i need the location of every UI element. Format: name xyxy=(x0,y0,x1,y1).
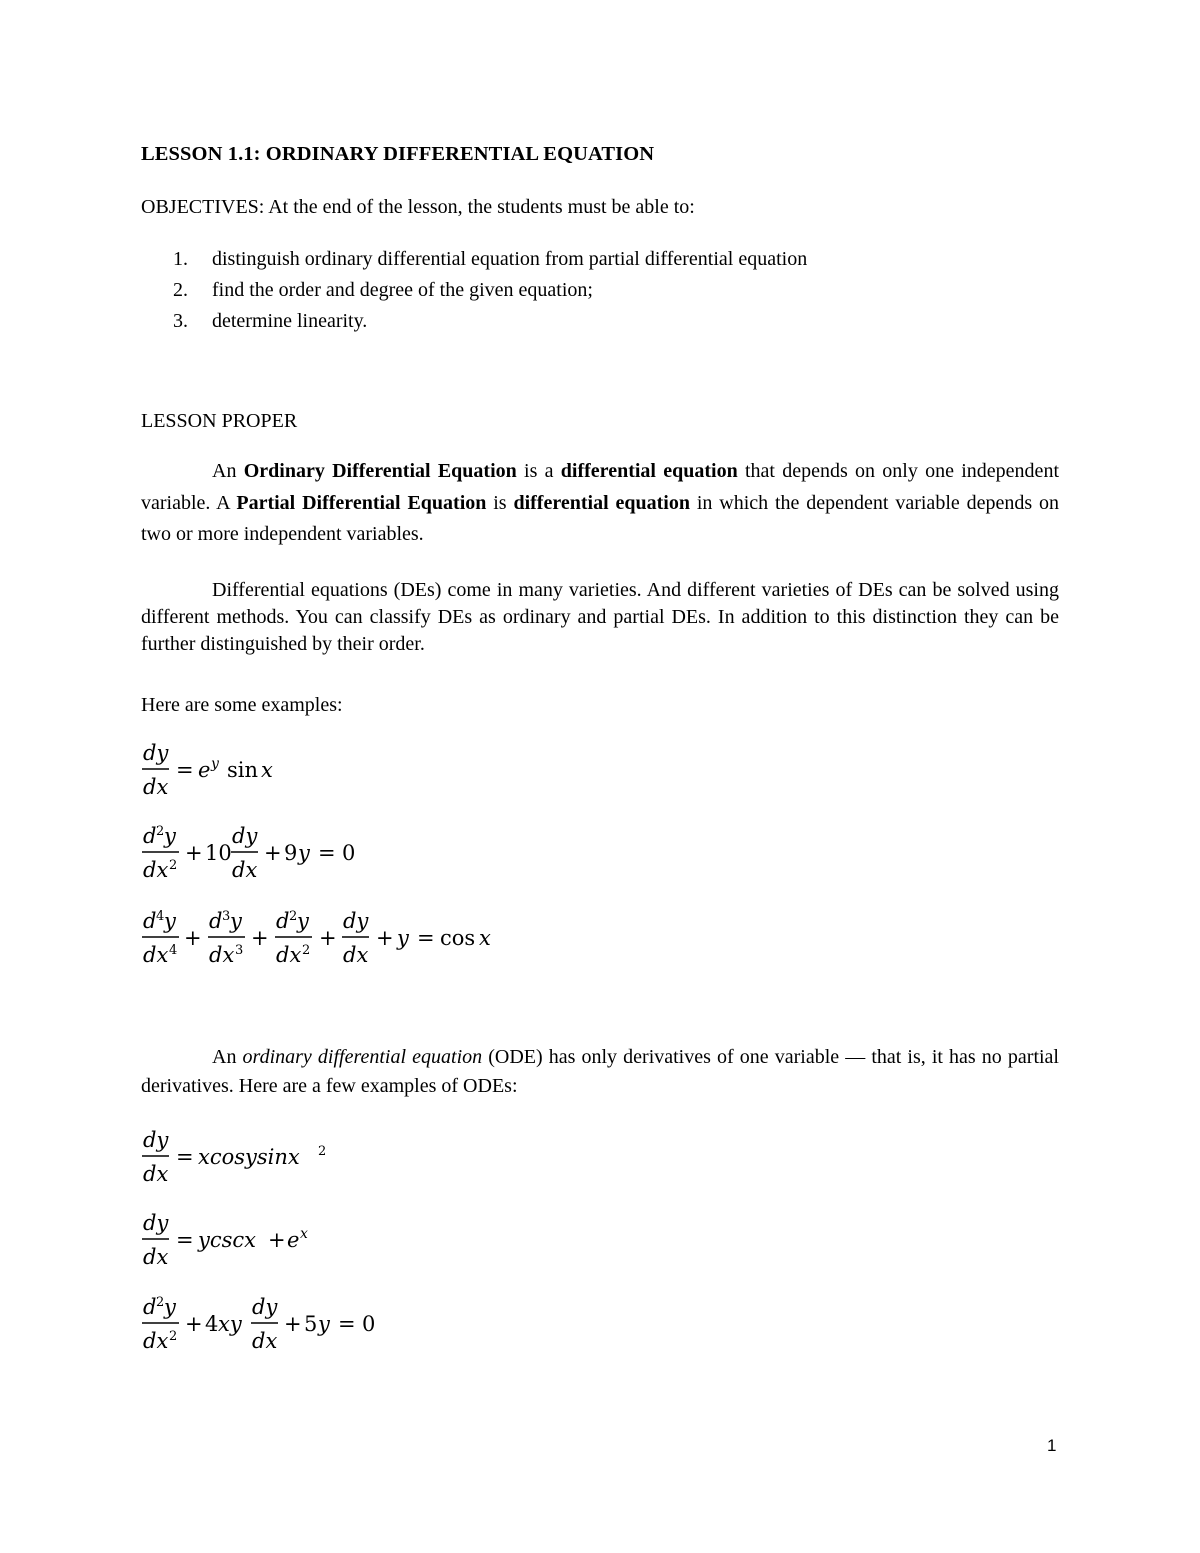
svg-text:xcosysinx: xcosysinx xyxy=(198,1145,300,1169)
svg-text:dy: dy xyxy=(252,1295,278,1319)
svg-text:4: 4 xyxy=(205,1312,219,1336)
svg-text:y: y xyxy=(164,824,176,848)
bold-term: differential equation xyxy=(560,460,738,482)
svg-text:10: 10 xyxy=(205,841,232,865)
list-text: determine linearity. xyxy=(212,310,368,332)
objectives-intro: OBJECTIVES: At the end of the lesson, the students must be able to: xyxy=(141,196,695,218)
svg-text:=: = xyxy=(176,1228,194,1252)
svg-text:5: 5 xyxy=(304,1312,318,1336)
svg-text:ycscx: ycscx xyxy=(198,1228,257,1252)
svg-text:dy: dy xyxy=(143,1211,169,1235)
svg-text:y: y xyxy=(397,926,409,950)
svg-text:d: d xyxy=(209,909,223,933)
equation-5 xyxy=(141,1208,381,1272)
svg-text:+: + xyxy=(185,1312,203,1336)
svg-text:=: = xyxy=(338,1312,356,1336)
svg-text:=: = xyxy=(176,1145,194,1169)
svg-text:+: + xyxy=(185,841,203,865)
svg-text:dx: dx xyxy=(209,943,235,967)
svg-text:dy: dy xyxy=(143,1128,169,1152)
svg-text:4: 4 xyxy=(156,909,165,924)
svg-text:2: 2 xyxy=(156,1295,165,1310)
svg-text:4: 4 xyxy=(169,943,178,958)
svg-text:2: 2 xyxy=(169,1329,178,1344)
svg-text:2: 2 xyxy=(318,1144,327,1159)
svg-text:e: e xyxy=(198,758,211,782)
svg-text:y: y xyxy=(318,1312,330,1336)
list-number: 3. xyxy=(173,310,188,332)
lesson-title: LESSON 1.1: ORDINARY DIFFERENTIAL EQUATION xyxy=(141,143,655,165)
svg-text:+: + xyxy=(251,926,269,950)
svg-text:dy: dy xyxy=(143,741,169,765)
svg-text:d: d xyxy=(143,909,157,933)
list-text: find the order and degree of the given equation; xyxy=(212,279,593,301)
svg-text:dx: dx xyxy=(343,943,369,967)
equation-4 xyxy=(141,1125,381,1189)
bold-term: differential equation xyxy=(513,491,690,514)
text-run: An xyxy=(212,460,244,482)
svg-text:dx: dx xyxy=(252,1329,278,1353)
svg-text:2: 2 xyxy=(169,858,178,873)
svg-text:dx: dx xyxy=(143,1162,169,1186)
svg-text:+: + xyxy=(284,1312,302,1336)
svg-text:2: 2 xyxy=(156,824,165,839)
text-run: is xyxy=(486,491,514,514)
svg-text:e: e xyxy=(287,1228,300,1252)
svg-text:9: 9 xyxy=(284,841,298,865)
svg-text:0: 0 xyxy=(342,841,356,865)
list-item xyxy=(141,278,807,309)
svg-text:dx: dx xyxy=(143,943,169,967)
svg-text:=: = xyxy=(176,758,194,782)
svg-text:dx: dx xyxy=(143,1329,169,1353)
bold-term: Ordinary Differential Equation xyxy=(243,460,517,482)
bold-term: Partial Differential Equation xyxy=(236,491,487,514)
svg-text:x: x xyxy=(300,1226,308,1242)
svg-text:=: = xyxy=(417,926,435,950)
text-run: (ODE) has only derivatives of one variable — that is, it has no partial derivatives. Here are a few examples of ODEs: xyxy=(141,1046,1059,1097)
svg-text:y: y xyxy=(164,1295,176,1319)
page-number: 1 xyxy=(1047,1436,1057,1455)
text-run: is a xyxy=(516,460,561,482)
svg-text:x: x xyxy=(479,926,491,950)
list-item xyxy=(141,309,807,340)
svg-text:dy: dy xyxy=(232,824,258,848)
svg-text:d: d xyxy=(276,909,290,933)
svg-text:sin: sin xyxy=(227,758,259,782)
svg-text:d: d xyxy=(143,824,157,848)
varieties-paragraph: Differential equations (DEs) come in many varieties. And different varieties of DEs can be solved using different methods. You can classify DEs as ordinary and partial DEs. In addition to this distinction they can be further distinguished by their order. xyxy=(141,579,1059,655)
text-run: that depends on only one independent variable. A xyxy=(141,460,1059,514)
italic-term: ordinary differential equation xyxy=(242,1046,483,1068)
svg-text:dx: dx xyxy=(143,775,169,799)
svg-text:dx: dx xyxy=(276,943,302,967)
svg-text:xy: xy xyxy=(218,1312,242,1336)
text-run: in which the dependent variable depends on two or more independent variables. xyxy=(141,491,1060,545)
svg-text:dx: dx xyxy=(143,858,169,882)
svg-text:cos: cos xyxy=(440,926,476,950)
objectives-list xyxy=(141,247,807,340)
svg-text:y: y xyxy=(298,841,310,865)
svg-text:+: + xyxy=(268,1228,286,1252)
svg-text:y: y xyxy=(211,756,219,772)
svg-text:0: 0 xyxy=(362,1312,376,1336)
equation-6 xyxy=(141,1292,401,1356)
equation-1 xyxy=(141,738,341,802)
svg-text:+: + xyxy=(376,926,394,950)
ode-paragraph xyxy=(141,1043,1059,1101)
examples-intro: Here are some examples: xyxy=(141,694,343,716)
list-text: distinguish ordinary differential equation from partial differential equation xyxy=(212,248,808,270)
equation-3 xyxy=(141,906,521,970)
equation-2 xyxy=(141,821,401,885)
svg-text:dx: dx xyxy=(232,858,258,882)
svg-text:y: y xyxy=(230,909,242,933)
svg-text:=: = xyxy=(318,841,336,865)
list-item xyxy=(141,247,807,278)
svg-text:3: 3 xyxy=(235,943,244,958)
svg-text:y: y xyxy=(297,909,309,933)
svg-text:+: + xyxy=(319,926,337,950)
svg-text:dx: dx xyxy=(143,1245,169,1269)
svg-text:dy: dy xyxy=(343,909,369,933)
section-heading: LESSON PROPER xyxy=(141,410,298,432)
svg-text:2: 2 xyxy=(289,909,298,924)
definition-paragraph xyxy=(141,456,1059,551)
svg-text:+: + xyxy=(264,841,282,865)
list-number: 2. xyxy=(173,279,188,301)
svg-text:y: y xyxy=(164,909,176,933)
list-number: 1. xyxy=(173,248,188,270)
text-run: An xyxy=(212,1046,243,1068)
svg-text:3: 3 xyxy=(222,909,231,924)
svg-text:x: x xyxy=(261,758,273,782)
svg-text:2: 2 xyxy=(302,943,311,958)
svg-text:d: d xyxy=(143,1295,157,1319)
svg-text:+: + xyxy=(184,926,202,950)
